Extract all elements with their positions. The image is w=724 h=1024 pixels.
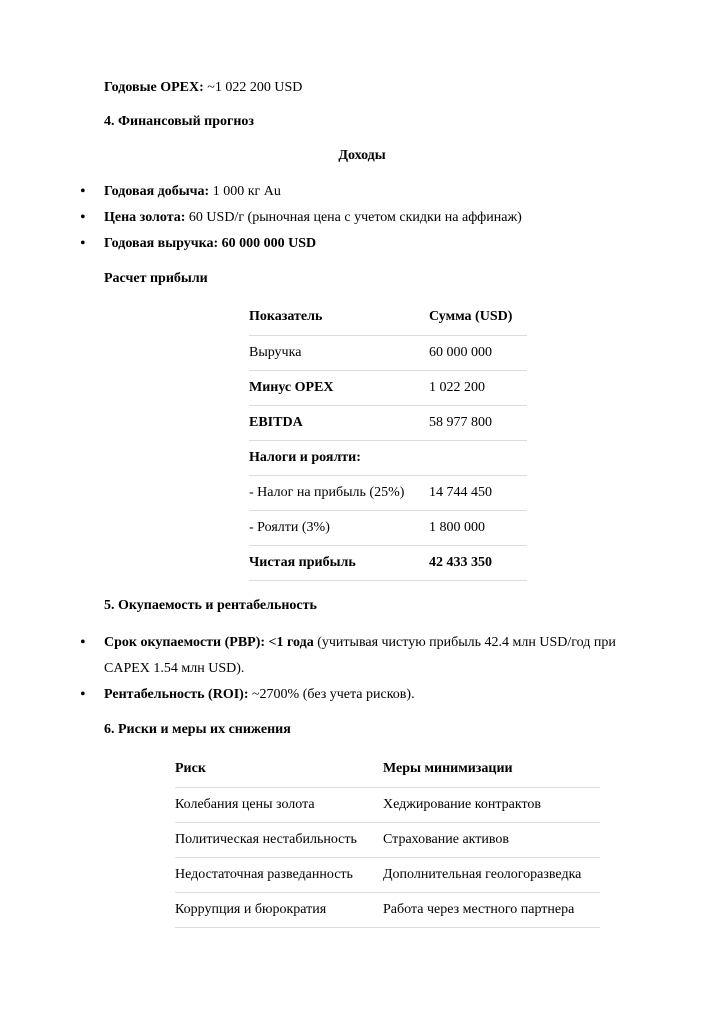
income-list bbox=[80, 179, 660, 257]
measure-cell: Работа через местного партнера bbox=[383, 892, 600, 927]
table-row bbox=[249, 335, 527, 370]
row-label: - Налог на прибыль (25%) bbox=[249, 475, 429, 510]
item-label: Годовая выручка: 60 000 000 USD bbox=[104, 236, 317, 251]
row-value: 1 800 000 bbox=[429, 510, 527, 545]
table-row bbox=[175, 822, 600, 857]
pbp-label: Срок окупаемости (PBP): <1 года bbox=[104, 635, 314, 650]
row-label: Чистая прибыль bbox=[249, 545, 429, 580]
list-item bbox=[80, 630, 660, 682]
roi-label: Рентабельность (ROI): bbox=[104, 687, 249, 702]
table-header-row bbox=[249, 299, 527, 335]
table-row bbox=[175, 892, 600, 927]
roi-text: ~2700% (без учета рисков). bbox=[248, 687, 415, 702]
table-row bbox=[249, 440, 527, 475]
opex-line bbox=[104, 79, 302, 97]
pbp-text-1: (учитывая чистую прибыль 42.4 млн USD/год при bbox=[313, 635, 616, 650]
item-label: Цена золота: bbox=[104, 210, 186, 225]
item-label: Годовая добыча: bbox=[104, 184, 210, 199]
pbp-text-2: CAPEX 1.54 млн USD). bbox=[104, 661, 245, 676]
header-risk: Риск bbox=[175, 751, 383, 787]
item-text: 1 000 кг Au bbox=[209, 184, 281, 199]
payback-list bbox=[80, 630, 660, 708]
risk-cell: Коррупция и бюрократия bbox=[175, 892, 383, 927]
opex-label: Годовые OPEX: bbox=[104, 80, 204, 95]
measure-cell: Страхование активов bbox=[383, 822, 600, 857]
table-row bbox=[249, 370, 527, 405]
header-indicator: Показатель bbox=[249, 299, 429, 335]
risk-cell: Недостаточная разведанность bbox=[175, 857, 383, 892]
risk-cell: Политическая нестабильность bbox=[175, 822, 383, 857]
row-label: Минус OPEX bbox=[249, 370, 429, 405]
row-label: EBITDA bbox=[249, 405, 429, 440]
measure-cell: Хеджирование контрактов bbox=[383, 787, 600, 822]
row-label: - Роялти (3%) bbox=[249, 510, 429, 545]
table-row bbox=[249, 510, 527, 545]
row-value: 58 977 800 bbox=[429, 405, 527, 440]
row-value: 60 000 000 bbox=[429, 335, 527, 370]
row-label: Налоги и роялти: bbox=[249, 440, 429, 475]
table-row bbox=[249, 545, 527, 580]
table-row bbox=[175, 787, 600, 822]
risk-table bbox=[175, 751, 600, 928]
measure-cell: Дополнительная геологоразведка bbox=[383, 857, 600, 892]
list-item bbox=[80, 231, 660, 257]
income-heading: Доходы bbox=[338, 148, 386, 163]
row-value: 1 022 200 bbox=[429, 370, 527, 405]
list-item bbox=[80, 682, 660, 708]
section-4-heading: 4. Финансовый прогноз bbox=[104, 114, 255, 129]
header-measures: Меры минимизации bbox=[383, 751, 600, 787]
section-5-heading: 5. Окупаемость и рентабельность bbox=[104, 598, 317, 613]
section-6-heading: 6. Риски и меры их снижения bbox=[104, 722, 291, 737]
row-value bbox=[429, 440, 527, 475]
table-row bbox=[249, 405, 527, 440]
table-row bbox=[175, 857, 600, 892]
list-item bbox=[80, 205, 660, 231]
item-text: 60 USD/г (рыночная цена с учетом скидки на аффинаж) bbox=[185, 210, 522, 225]
row-value: 14 744 450 bbox=[429, 475, 527, 510]
row-label: Выручка bbox=[249, 335, 429, 370]
row-value: 42 433 350 bbox=[429, 545, 527, 580]
table-header-row bbox=[175, 751, 600, 787]
opex-value: ~1 022 200 USD bbox=[203, 80, 303, 95]
profit-heading: Расчет прибыли bbox=[104, 271, 208, 286]
header-amount: Сумма (USD) bbox=[429, 299, 527, 335]
list-item bbox=[80, 179, 660, 205]
risk-cell: Колебания цены золота bbox=[175, 787, 383, 822]
profit-table bbox=[249, 299, 527, 581]
table-row bbox=[249, 475, 527, 510]
